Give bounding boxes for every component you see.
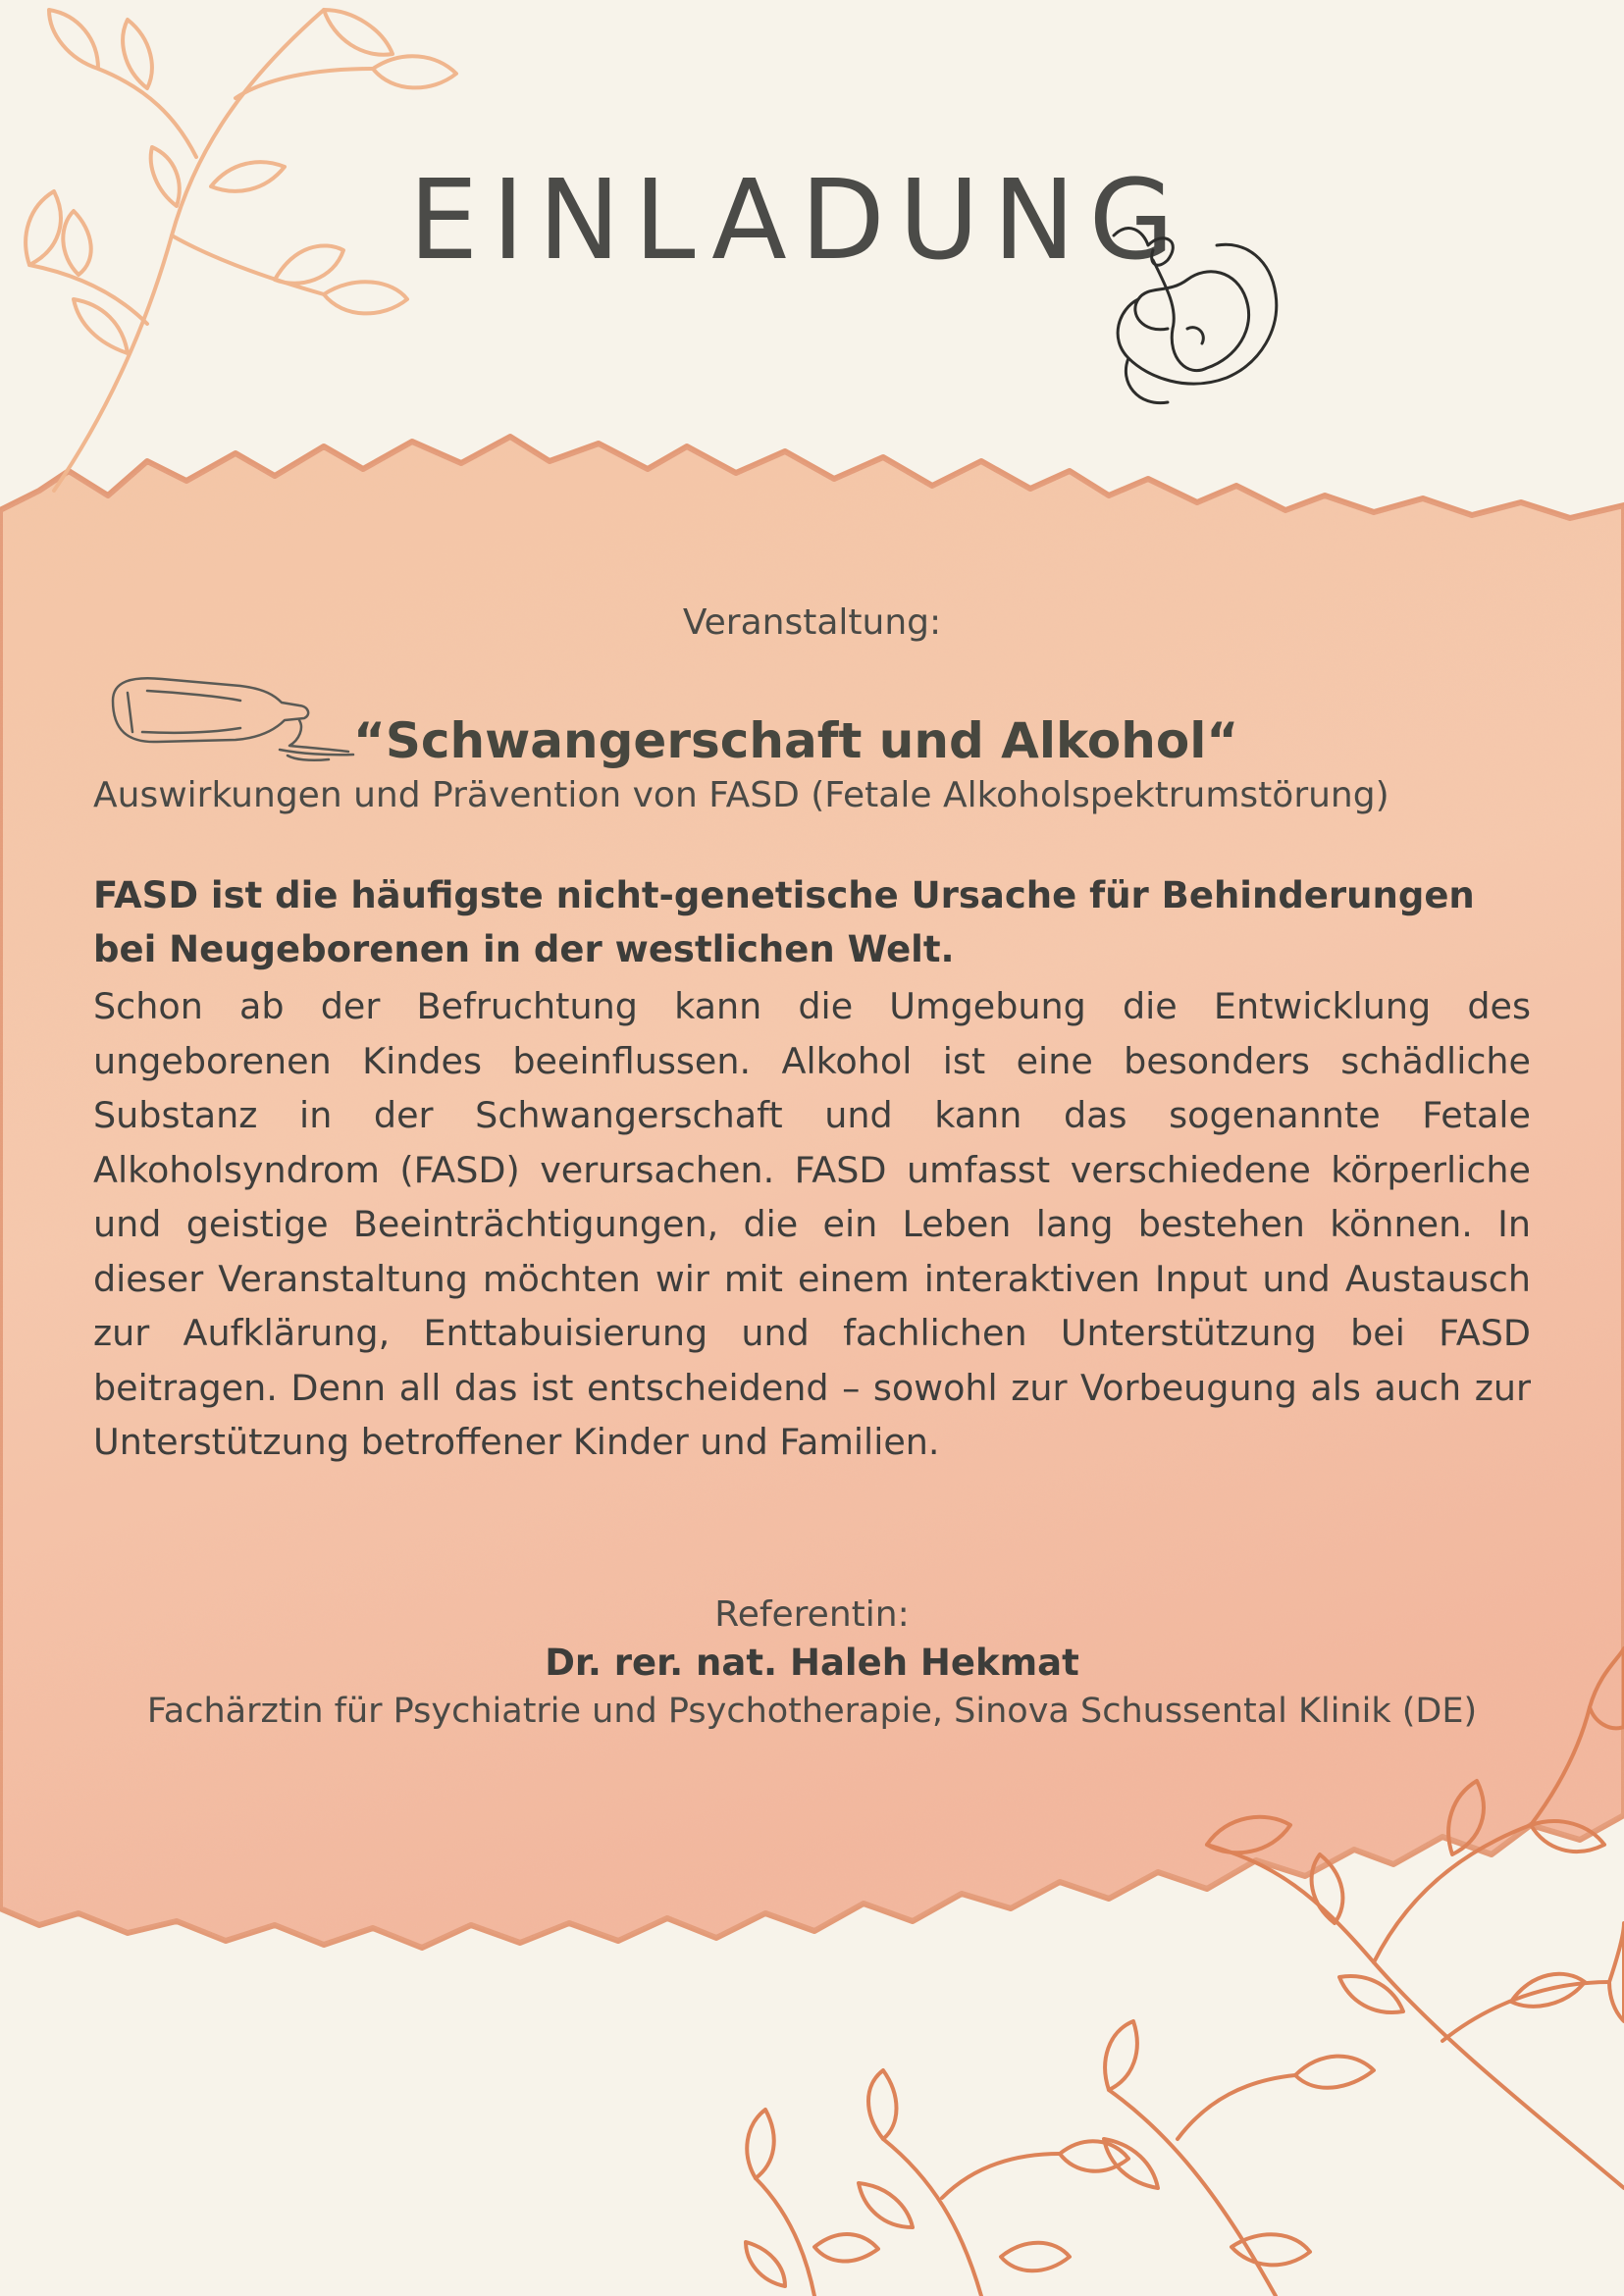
intro-lead: FASD ist die häufigste nicht-genetische Ursache für Behinderungen bei Neugeborenen in der westlichen Welt. [93,874,1475,970]
speaker-name: Dr. rer. nat. Haleh Hekmat [545,1642,1079,1684]
speaker-label: Referentin: [714,1594,910,1635]
intro-body: Schon ab der Befruchtung kann die Umgebung die Entwicklung des ungeborenen Kindes beeinflussen. Alkohol ist eine besonders schädliche Substanz in der Schwangerschaft und kann das sogenannte Fetale Alkoholsyndrom (FASD) verursachen. FASD umfasst verschiedene körperliche und geistige Beeinträchtigungen, die ein Leben lang bestehen können. In dieser Veranstaltung möchten wir mit einem interaktiven Input und Austausch zur Aufklärung, Enttabuisierung und fachlichen Unterstützung bei FASD beitragen. Denn all das ist entscheidend – sowohl zur Vorbeugung als auch zur Unterstützung betroffener Kinder und Familien. [93,985,1531,1463]
event-label: Veranstaltung: [682,602,942,643]
event-title: “Schwangerschaft und Alkohol“ [353,712,1239,769]
event-subtitle: Auswirkungen und Prävention von FASD (Fetale Alkoholspektrumstörung) [93,775,1389,815]
tipped-bottle-icon [103,671,358,769]
speaker-role: Fachärztin für Psychiatrie und Psychotherapie, Sinova Schussental Klinik (DE) [146,1692,1478,1731]
embryo-line-icon [1089,211,1310,432]
page-title: EINLADUNG [408,157,1188,285]
